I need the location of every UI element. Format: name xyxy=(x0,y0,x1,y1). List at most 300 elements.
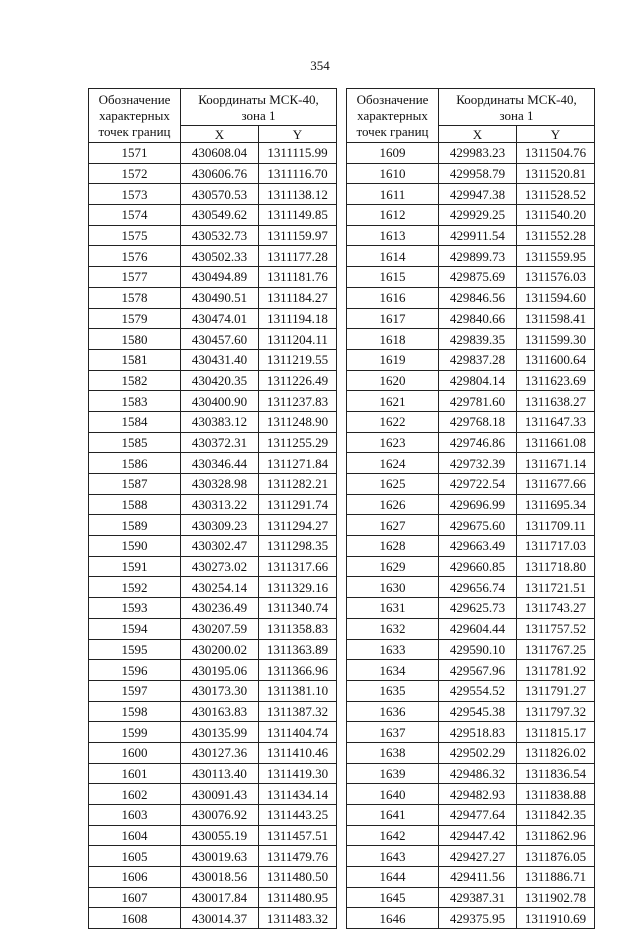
y-coordinate-cell: 1311483.32 xyxy=(259,908,337,929)
point-label-header xyxy=(347,89,439,143)
table-row xyxy=(347,515,595,536)
y-coordinate-cell: 1311255.29 xyxy=(259,432,337,453)
table-row xyxy=(347,805,595,826)
table-row xyxy=(89,660,337,681)
table-row xyxy=(347,163,595,184)
point-id-cell: 1607 xyxy=(89,887,181,908)
x-coordinate-cell: 430400.90 xyxy=(181,391,259,412)
y-coordinate-cell: 1311116.70 xyxy=(259,163,337,184)
table-row xyxy=(347,267,595,288)
y-coordinate-cell: 1311540.20 xyxy=(517,205,595,226)
y-coordinate-cell: 1311248.90 xyxy=(259,411,337,432)
point-id-cell: 1590 xyxy=(89,536,181,557)
point-id-cell: 1573 xyxy=(89,184,181,205)
y-coordinate-cell: 1311184.27 xyxy=(259,287,337,308)
table-row xyxy=(89,184,337,205)
y-coordinate-cell: 1311404.74 xyxy=(259,722,337,743)
y-coordinate-cell: 1311623.69 xyxy=(517,370,595,391)
table-row xyxy=(347,867,595,888)
x-coordinate-cell: 429732.39 xyxy=(439,453,517,474)
table-row xyxy=(89,329,337,350)
x-coordinate-cell: 430606.76 xyxy=(181,163,259,184)
x-coordinate-cell: 430502.33 xyxy=(181,246,259,267)
point-id-cell: 1606 xyxy=(89,867,181,888)
x-coordinate-cell: 429899.73 xyxy=(439,246,517,267)
point-id-cell: 1635 xyxy=(347,680,439,701)
point-id-cell: 1610 xyxy=(347,163,439,184)
point-id-cell: 1615 xyxy=(347,267,439,288)
x-coordinate-cell: 429518.83 xyxy=(439,722,517,743)
table-row xyxy=(89,825,337,846)
point-id-cell: 1595 xyxy=(89,639,181,660)
table-row xyxy=(89,742,337,763)
y-coordinate-cell: 1311204.11 xyxy=(259,329,337,350)
table-row xyxy=(347,825,595,846)
x-coordinate-cell: 430055.19 xyxy=(181,825,259,846)
x-coordinate-cell: 430490.51 xyxy=(181,287,259,308)
table-row xyxy=(89,308,337,329)
coordinates-group-line1: Координаты МСК-40, xyxy=(456,92,577,107)
y-coordinate-cell: 1311647.33 xyxy=(517,411,595,432)
point-id-cell: 1609 xyxy=(347,143,439,164)
y-coordinate-cell: 1311721.51 xyxy=(517,577,595,598)
x-coordinate-cell: 429660.85 xyxy=(439,556,517,577)
point-id-cell: 1594 xyxy=(89,618,181,639)
point-id-cell: 1579 xyxy=(89,308,181,329)
y-coordinate-cell: 1311366.96 xyxy=(259,660,337,681)
x-coordinate-cell: 429840.66 xyxy=(439,308,517,329)
x-coordinate-cell: 430570.53 xyxy=(181,184,259,205)
y-coordinate-cell: 1311671.14 xyxy=(517,453,595,474)
y-coordinate-cell: 1311718.80 xyxy=(517,556,595,577)
y-coordinate-cell: 1311842.35 xyxy=(517,805,595,826)
x-coordinate-cell: 429604.44 xyxy=(439,618,517,639)
table-row xyxy=(89,205,337,226)
x-coordinate-cell: 430113.40 xyxy=(181,763,259,784)
point-id-cell: 1578 xyxy=(89,287,181,308)
point-id-cell: 1629 xyxy=(347,556,439,577)
table-row xyxy=(89,370,337,391)
table-row xyxy=(347,577,595,598)
x-coordinate-cell: 429656.74 xyxy=(439,577,517,598)
y-coordinate-cell: 1311902.78 xyxy=(517,887,595,908)
x-coordinate-cell: 430532.73 xyxy=(181,225,259,246)
point-id-cell: 1582 xyxy=(89,370,181,391)
x-coordinate-cell: 429983.23 xyxy=(439,143,517,164)
table-row xyxy=(347,411,595,432)
x-coordinate-cell: 429958.79 xyxy=(439,163,517,184)
y-coordinate-cell: 1311638.27 xyxy=(517,391,595,412)
y-coordinate-cell: 1311910.69 xyxy=(517,908,595,929)
point-id-cell: 1599 xyxy=(89,722,181,743)
point-id-cell: 1633 xyxy=(347,639,439,660)
y-coordinate-cell: 1311781.92 xyxy=(517,660,595,681)
point-id-cell: 1644 xyxy=(347,867,439,888)
y-coordinate-cell: 1311410.46 xyxy=(259,742,337,763)
table-row xyxy=(347,639,595,660)
point-id-cell: 1624 xyxy=(347,453,439,474)
y-coordinate-cell: 1311576.03 xyxy=(517,267,595,288)
point-id-cell: 1592 xyxy=(89,577,181,598)
point-id-cell: 1611 xyxy=(347,184,439,205)
y-coordinate-cell: 1311815.17 xyxy=(517,722,595,743)
point-id-cell: 1626 xyxy=(347,494,439,515)
x-coordinate-cell: 429663.49 xyxy=(439,536,517,557)
point-label-line1: Обозначение xyxy=(98,92,171,107)
point-id-cell: 1577 xyxy=(89,267,181,288)
y-coordinate-cell: 1311291.74 xyxy=(259,494,337,515)
point-label-line3: точек границ xyxy=(356,124,429,139)
point-id-cell: 1600 xyxy=(89,742,181,763)
x-coordinate-cell: 430200.02 xyxy=(181,639,259,660)
table-row xyxy=(89,618,337,639)
point-id-cell: 1575 xyxy=(89,225,181,246)
x-axis-header: X xyxy=(439,126,517,143)
y-coordinate-cell: 1311743.27 xyxy=(517,598,595,619)
y-coordinate-cell: 1311598.41 xyxy=(517,308,595,329)
y-coordinate-cell: 1311340.74 xyxy=(259,598,337,619)
coordinates-group-header xyxy=(181,89,337,126)
point-id-cell: 1601 xyxy=(89,763,181,784)
x-coordinate-cell: 429804.14 xyxy=(439,370,517,391)
x-coordinate-cell: 429929.25 xyxy=(439,205,517,226)
x-coordinate-cell: 429387.31 xyxy=(439,887,517,908)
y-coordinate-cell: 1311181.76 xyxy=(259,267,337,288)
point-id-cell: 1630 xyxy=(347,577,439,598)
y-coordinate-cell: 1311552.28 xyxy=(517,225,595,246)
y-coordinate-cell: 1311520.81 xyxy=(517,163,595,184)
table-row xyxy=(89,474,337,495)
point-id-cell: 1645 xyxy=(347,887,439,908)
table-row xyxy=(347,474,595,495)
x-coordinate-cell: 430018.56 xyxy=(181,867,259,888)
table-row xyxy=(347,432,595,453)
y-coordinate-cell: 1311219.55 xyxy=(259,349,337,370)
point-id-cell: 1608 xyxy=(89,908,181,929)
point-id-cell: 1614 xyxy=(347,246,439,267)
y-coordinate-cell: 1311434.14 xyxy=(259,784,337,805)
x-coordinate-cell: 430019.63 xyxy=(181,846,259,867)
point-id-cell: 1621 xyxy=(347,391,439,412)
x-coordinate-cell: 429486.32 xyxy=(439,763,517,784)
x-coordinate-cell: 430254.14 xyxy=(181,577,259,598)
point-id-cell: 1640 xyxy=(347,784,439,805)
point-id-cell: 1638 xyxy=(347,742,439,763)
coordinates-group-line1: Координаты МСК-40, xyxy=(198,92,319,107)
table-row xyxy=(347,618,595,639)
table-row xyxy=(89,225,337,246)
point-id-cell: 1598 xyxy=(89,701,181,722)
y-coordinate-cell: 1311826.02 xyxy=(517,742,595,763)
x-coordinate-cell: 430017.84 xyxy=(181,887,259,908)
x-coordinate-cell: 429554.52 xyxy=(439,680,517,701)
point-id-cell: 1631 xyxy=(347,598,439,619)
point-id-cell: 1628 xyxy=(347,536,439,557)
x-coordinate-cell: 429625.73 xyxy=(439,598,517,619)
point-id-cell: 1591 xyxy=(89,556,181,577)
y-coordinate-cell: 1311709.11 xyxy=(517,515,595,536)
x-coordinate-cell: 430372.31 xyxy=(181,432,259,453)
table-row xyxy=(89,536,337,557)
table-row xyxy=(347,660,595,681)
x-coordinate-cell: 430076.92 xyxy=(181,805,259,826)
x-coordinate-cell: 429947.38 xyxy=(439,184,517,205)
page-number: 354 xyxy=(310,58,330,73)
y-axis-header: Y xyxy=(517,126,595,143)
x-coordinate-cell: 429477.64 xyxy=(439,805,517,826)
table-row xyxy=(347,308,595,329)
point-id-cell: 1627 xyxy=(347,515,439,536)
y-coordinate-cell: 1311862.96 xyxy=(517,825,595,846)
x-coordinate-cell: 430313.22 xyxy=(181,494,259,515)
point-id-cell: 1596 xyxy=(89,660,181,681)
point-id-cell: 1632 xyxy=(347,618,439,639)
point-id-cell: 1588 xyxy=(89,494,181,515)
y-coordinate-cell: 1311177.28 xyxy=(259,246,337,267)
point-id-cell: 1625 xyxy=(347,474,439,495)
coordinates-group-header xyxy=(439,89,595,126)
x-coordinate-cell: 430608.04 xyxy=(181,143,259,164)
point-id-cell: 1616 xyxy=(347,287,439,308)
x-coordinate-cell: 429781.60 xyxy=(439,391,517,412)
point-label-line3: точек границ xyxy=(98,124,171,139)
x-coordinate-cell: 430383.12 xyxy=(181,411,259,432)
y-coordinate-cell: 1311329.16 xyxy=(259,577,337,598)
table-row xyxy=(347,494,595,515)
y-coordinate-cell: 1311479.76 xyxy=(259,846,337,867)
x-coordinate-cell: 430127.36 xyxy=(181,742,259,763)
y-coordinate-cell: 1311363.89 xyxy=(259,639,337,660)
x-coordinate-cell: 430091.43 xyxy=(181,784,259,805)
y-coordinate-cell: 1311480.50 xyxy=(259,867,337,888)
y-coordinate-cell: 1311876.05 xyxy=(517,846,595,867)
x-coordinate-cell: 429411.56 xyxy=(439,867,517,888)
point-id-cell: 1584 xyxy=(89,411,181,432)
table-row xyxy=(89,701,337,722)
point-id-cell: 1646 xyxy=(347,908,439,929)
table-row xyxy=(347,908,595,929)
point-id-cell: 1643 xyxy=(347,846,439,867)
x-coordinate-cell: 430309.23 xyxy=(181,515,259,536)
table-row xyxy=(89,556,337,577)
table-row xyxy=(347,680,595,701)
y-coordinate-cell: 1311115.99 xyxy=(259,143,337,164)
y-coordinate-cell: 1311480.95 xyxy=(259,887,337,908)
point-label-line2: характерных xyxy=(357,108,428,123)
table-row xyxy=(347,391,595,412)
point-id-cell: 1571 xyxy=(89,143,181,164)
point-id-cell: 1617 xyxy=(347,308,439,329)
coordinates-table-right xyxy=(346,88,595,929)
x-coordinate-cell: 430135.99 xyxy=(181,722,259,743)
table-row xyxy=(347,846,595,867)
x-coordinate-cell: 429768.18 xyxy=(439,411,517,432)
y-coordinate-cell: 1311298.35 xyxy=(259,536,337,557)
point-id-cell: 1585 xyxy=(89,432,181,453)
x-coordinate-cell: 430163.83 xyxy=(181,701,259,722)
x-coordinate-cell: 429722.54 xyxy=(439,474,517,495)
point-id-cell: 1618 xyxy=(347,329,439,350)
point-id-cell: 1641 xyxy=(347,805,439,826)
point-id-cell: 1587 xyxy=(89,474,181,495)
table-row xyxy=(347,184,595,205)
table-row xyxy=(347,598,595,619)
point-id-cell: 1589 xyxy=(89,515,181,536)
x-coordinate-cell: 429746.86 xyxy=(439,432,517,453)
table-row xyxy=(89,515,337,536)
table-row xyxy=(347,556,595,577)
header-row xyxy=(89,89,337,126)
x-coordinate-cell: 430474.01 xyxy=(181,308,259,329)
point-id-cell: 1620 xyxy=(347,370,439,391)
x-axis-header: X xyxy=(181,126,259,143)
table-row xyxy=(89,287,337,308)
y-coordinate-cell: 1311661.08 xyxy=(517,432,595,453)
y-coordinate-cell: 1311159.97 xyxy=(259,225,337,246)
point-id-cell: 1602 xyxy=(89,784,181,805)
table-row xyxy=(89,867,337,888)
table-row xyxy=(347,225,595,246)
x-coordinate-cell: 429502.29 xyxy=(439,742,517,763)
y-coordinate-cell: 1311419.30 xyxy=(259,763,337,784)
table-row xyxy=(347,722,595,743)
x-coordinate-cell: 429482.93 xyxy=(439,784,517,805)
y-coordinate-cell: 1311317.66 xyxy=(259,556,337,577)
y-coordinate-cell: 1311226.49 xyxy=(259,370,337,391)
x-coordinate-cell: 429567.96 xyxy=(439,660,517,681)
table-row xyxy=(89,908,337,929)
y-coordinate-cell: 1311138.12 xyxy=(259,184,337,205)
table-row xyxy=(347,143,595,164)
table-row xyxy=(89,805,337,826)
point-id-cell: 1583 xyxy=(89,391,181,412)
point-id-cell: 1572 xyxy=(89,163,181,184)
y-coordinate-cell: 1311599.30 xyxy=(517,329,595,350)
x-coordinate-cell: 429837.28 xyxy=(439,349,517,370)
table-row xyxy=(89,267,337,288)
table-row xyxy=(347,246,595,267)
x-coordinate-cell: 430431.40 xyxy=(181,349,259,370)
point-id-cell: 1637 xyxy=(347,722,439,743)
x-coordinate-cell: 430195.06 xyxy=(181,660,259,681)
table-row xyxy=(347,701,595,722)
x-coordinate-cell: 429427.27 xyxy=(439,846,517,867)
x-coordinate-cell: 429839.35 xyxy=(439,329,517,350)
y-coordinate-cell: 1311149.85 xyxy=(259,205,337,226)
y-coordinate-cell: 1311457.51 xyxy=(259,825,337,846)
y-coordinate-cell: 1311237.83 xyxy=(259,391,337,412)
x-coordinate-cell: 430457.60 xyxy=(181,329,259,350)
point-id-cell: 1613 xyxy=(347,225,439,246)
y-coordinate-cell: 1311594.60 xyxy=(517,287,595,308)
header-row xyxy=(347,89,595,126)
x-coordinate-cell: 430420.35 xyxy=(181,370,259,391)
y-axis-header: Y xyxy=(259,126,337,143)
table-row xyxy=(89,680,337,701)
coordinates-group-line2: зона 1 xyxy=(241,108,276,123)
point-id-cell: 1623 xyxy=(347,432,439,453)
point-id-cell: 1636 xyxy=(347,701,439,722)
x-coordinate-cell: 429846.56 xyxy=(439,287,517,308)
y-coordinate-cell: 1311836.54 xyxy=(517,763,595,784)
point-id-cell: 1603 xyxy=(89,805,181,826)
coordinates-group-line2: зона 1 xyxy=(499,108,534,123)
x-coordinate-cell: 430173.30 xyxy=(181,680,259,701)
table-row xyxy=(89,577,337,598)
point-id-cell: 1619 xyxy=(347,349,439,370)
point-id-cell: 1639 xyxy=(347,763,439,784)
table-row xyxy=(347,329,595,350)
x-coordinate-cell: 430549.62 xyxy=(181,205,259,226)
y-coordinate-cell: 1311767.25 xyxy=(517,639,595,660)
x-coordinate-cell: 429875.69 xyxy=(439,267,517,288)
y-coordinate-cell: 1311717.03 xyxy=(517,536,595,557)
y-coordinate-cell: 1311528.52 xyxy=(517,184,595,205)
y-coordinate-cell: 1311559.95 xyxy=(517,246,595,267)
table-row xyxy=(347,287,595,308)
y-coordinate-cell: 1311695.34 xyxy=(517,494,595,515)
table-row xyxy=(89,246,337,267)
table-row xyxy=(89,411,337,432)
point-id-cell: 1593 xyxy=(89,598,181,619)
table-row xyxy=(89,598,337,619)
table-row xyxy=(89,349,337,370)
table-row xyxy=(89,494,337,515)
x-coordinate-cell: 429911.54 xyxy=(439,225,517,246)
table-row xyxy=(89,763,337,784)
table-row xyxy=(347,205,595,226)
x-coordinate-cell: 430207.59 xyxy=(181,618,259,639)
point-label-line1: Обозначение xyxy=(356,92,429,107)
table-row xyxy=(347,536,595,557)
point-id-cell: 1634 xyxy=(347,660,439,681)
table-row xyxy=(89,639,337,660)
y-coordinate-cell: 1311282.21 xyxy=(259,474,337,495)
point-label-header xyxy=(89,89,181,143)
table-row xyxy=(89,163,337,184)
table-row xyxy=(89,784,337,805)
x-coordinate-cell: 429545.38 xyxy=(439,701,517,722)
table-row xyxy=(347,742,595,763)
point-id-cell: 1604 xyxy=(89,825,181,846)
x-coordinate-cell: 429590.10 xyxy=(439,639,517,660)
coordinates-table-left xyxy=(88,88,337,929)
table-row xyxy=(347,763,595,784)
y-coordinate-cell: 1311387.32 xyxy=(259,701,337,722)
x-coordinate-cell: 430302.47 xyxy=(181,536,259,557)
y-coordinate-cell: 1311358.83 xyxy=(259,618,337,639)
y-coordinate-cell: 1311443.25 xyxy=(259,805,337,826)
point-id-cell: 1581 xyxy=(89,349,181,370)
x-coordinate-cell: 430494.89 xyxy=(181,267,259,288)
x-coordinate-cell: 429696.99 xyxy=(439,494,517,515)
x-coordinate-cell: 429675.60 xyxy=(439,515,517,536)
table-row xyxy=(89,432,337,453)
point-id-cell: 1622 xyxy=(347,411,439,432)
y-coordinate-cell: 1311757.52 xyxy=(517,618,595,639)
y-coordinate-cell: 1311677.66 xyxy=(517,474,595,495)
y-coordinate-cell: 1311194.18 xyxy=(259,308,337,329)
x-coordinate-cell: 430346.44 xyxy=(181,453,259,474)
point-id-cell: 1576 xyxy=(89,246,181,267)
point-label-line2: характерных xyxy=(99,108,170,123)
y-coordinate-cell: 1311600.64 xyxy=(517,349,595,370)
y-coordinate-cell: 1311271.84 xyxy=(259,453,337,474)
table-row xyxy=(347,370,595,391)
point-id-cell: 1605 xyxy=(89,846,181,867)
point-id-cell: 1574 xyxy=(89,205,181,226)
x-coordinate-cell: 430273.02 xyxy=(181,556,259,577)
